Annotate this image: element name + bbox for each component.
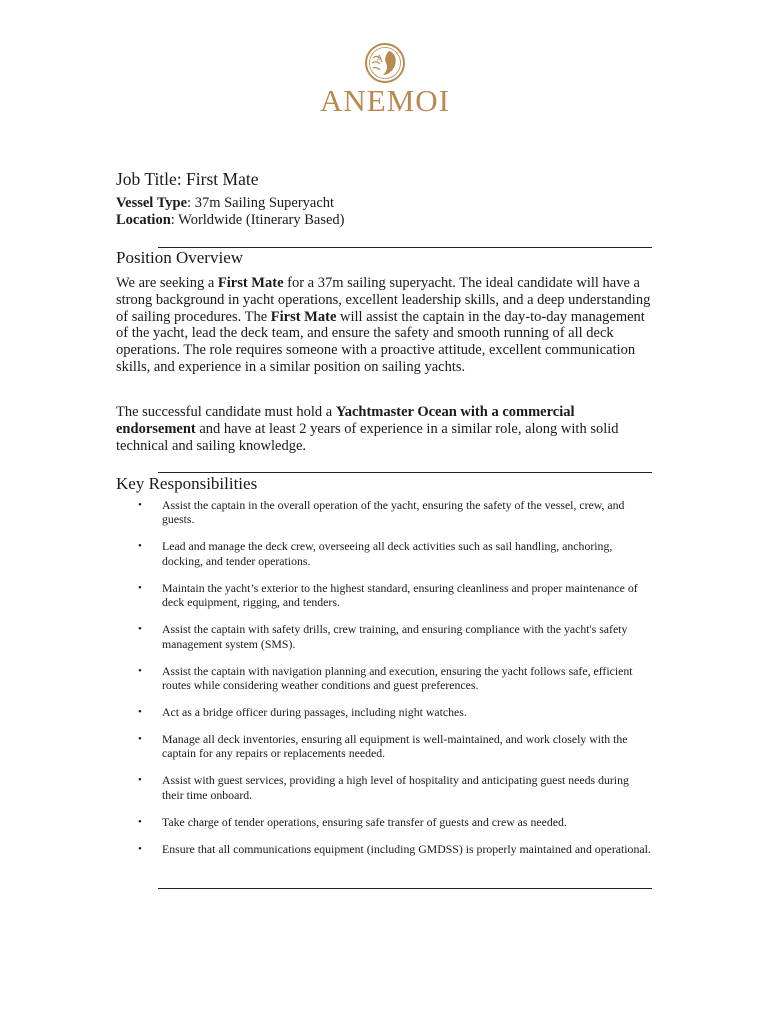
vessel-type-value: : 37m Sailing Superyacht <box>187 195 335 211</box>
list-item <box>138 663 652 693</box>
list-item-text: Assist the captain with safety drills, crew training, and ensuring compliance with the yacht's safety management system (SMS). <box>162 622 628 651</box>
overview-text: will assist the captain in the day-to-day management of the yacht, lead the deck team, and ensure the safety and smooth running of all deck operations. The role requires someone with a proactive attitude, excellent communication skills, and experience in a similar position on sailing yachts. <box>116 308 645 375</box>
bullet-icon: • <box>138 623 142 636</box>
bullet-icon: • <box>138 706 142 719</box>
overview-emphasis: First Mate <box>270 308 337 325</box>
list-item <box>138 539 652 568</box>
overview-text: The successful candidate must hold a <box>116 404 336 420</box>
list-item-text: Assist the captain in the overall operation of the yacht, ensuring the safety of the vessel, crew, and guests. <box>162 498 625 527</box>
bullet-icon: • <box>138 733 142 746</box>
list-item-text: Manage all deck inventories, ensuring all equipment is well-maintained, and work closely with the captain for any repairs or replacements needed. <box>162 732 628 761</box>
responsibilities-list <box>0 498 651 869</box>
list-item <box>138 814 652 829</box>
bullet-icon: • <box>138 540 142 553</box>
anemoi-emblem-icon <box>364 42 406 84</box>
list-item-text: Take charge of tender operations, ensuring safe transfer of guests and crew as needed. <box>162 814 567 829</box>
list-item <box>138 580 652 610</box>
divider <box>158 888 652 889</box>
bullet-icon: • <box>138 664 142 677</box>
bullet-icon: • <box>138 815 142 828</box>
bullet-icon: • <box>138 499 142 511</box>
key-responsibilities-heading: Key Responsibilities <box>116 474 258 493</box>
list-item-text: Assist with guest services, providing a high level of hospitality and anticipating guest needs during their time onboard. <box>162 773 629 802</box>
list-item <box>138 841 652 856</box>
overview-paragraph-2 <box>116 404 651 454</box>
bullet-icon: • <box>138 581 142 594</box>
list-item <box>138 622 652 651</box>
overview-text: We are seeking a <box>116 275 218 291</box>
location-label: Location <box>116 212 171 228</box>
list-item <box>138 773 652 802</box>
list-item-text: Act as a bridge officer during passages, including night watches. <box>162 705 467 720</box>
overview-text: and have at least 2 years of experience in a similar role, along with solid technical and sailing knowledge. <box>116 420 619 454</box>
overview-text: for a 37m sailing superyacht. The ideal candidate will have a strong background in yacht operations, excellent leadership skills, and a deep understanding of sailing procedures. The <box>116 275 651 325</box>
list-item-text: Assist the captain with navigation planning and execution, ensuring the yacht follows safe, efficient routes while considering weather conditions and guest preferences. <box>162 663 633 693</box>
list-item <box>138 705 652 720</box>
list-item-text: Maintain the yacht’s exterior to the highest standard, ensuring cleanliness and proper maintenance of deck equipment, rigging, and tenders. <box>162 580 638 610</box>
overview-paragraph-1 <box>116 275 651 376</box>
vessel-type-line <box>116 195 334 212</box>
bullet-icon: • <box>138 842 142 855</box>
list-item <box>138 732 652 761</box>
divider <box>158 472 652 473</box>
vessel-type-label: Vessel Type <box>116 195 188 211</box>
overview-emphasis: Yachtmaster Ocean with a commercial endorsement <box>116 404 575 437</box>
job-title: Job Title: First Mate <box>116 169 259 189</box>
brand-name: ANEMOI <box>320 83 450 118</box>
position-overview-heading: Position Overview <box>116 248 244 267</box>
anemoi-logo <box>310 42 460 117</box>
list-item-text: Ensure that all communications equipment (including GMDSS) is properly maintained and operational. <box>162 841 651 856</box>
location-line <box>116 212 345 229</box>
location-value: : Worldwide (Itinerary Based) <box>170 212 345 228</box>
emblem-letter: A <box>375 54 384 65</box>
list-item-text: Lead and manage the deck crew, overseeing all deck activities such as sail handling, anchoring, docking, and tender operations. <box>162 539 613 568</box>
bullet-icon: • <box>138 774 142 787</box>
overview-emphasis: First Mate <box>217 275 284 291</box>
list-item <box>138 498 652 527</box>
